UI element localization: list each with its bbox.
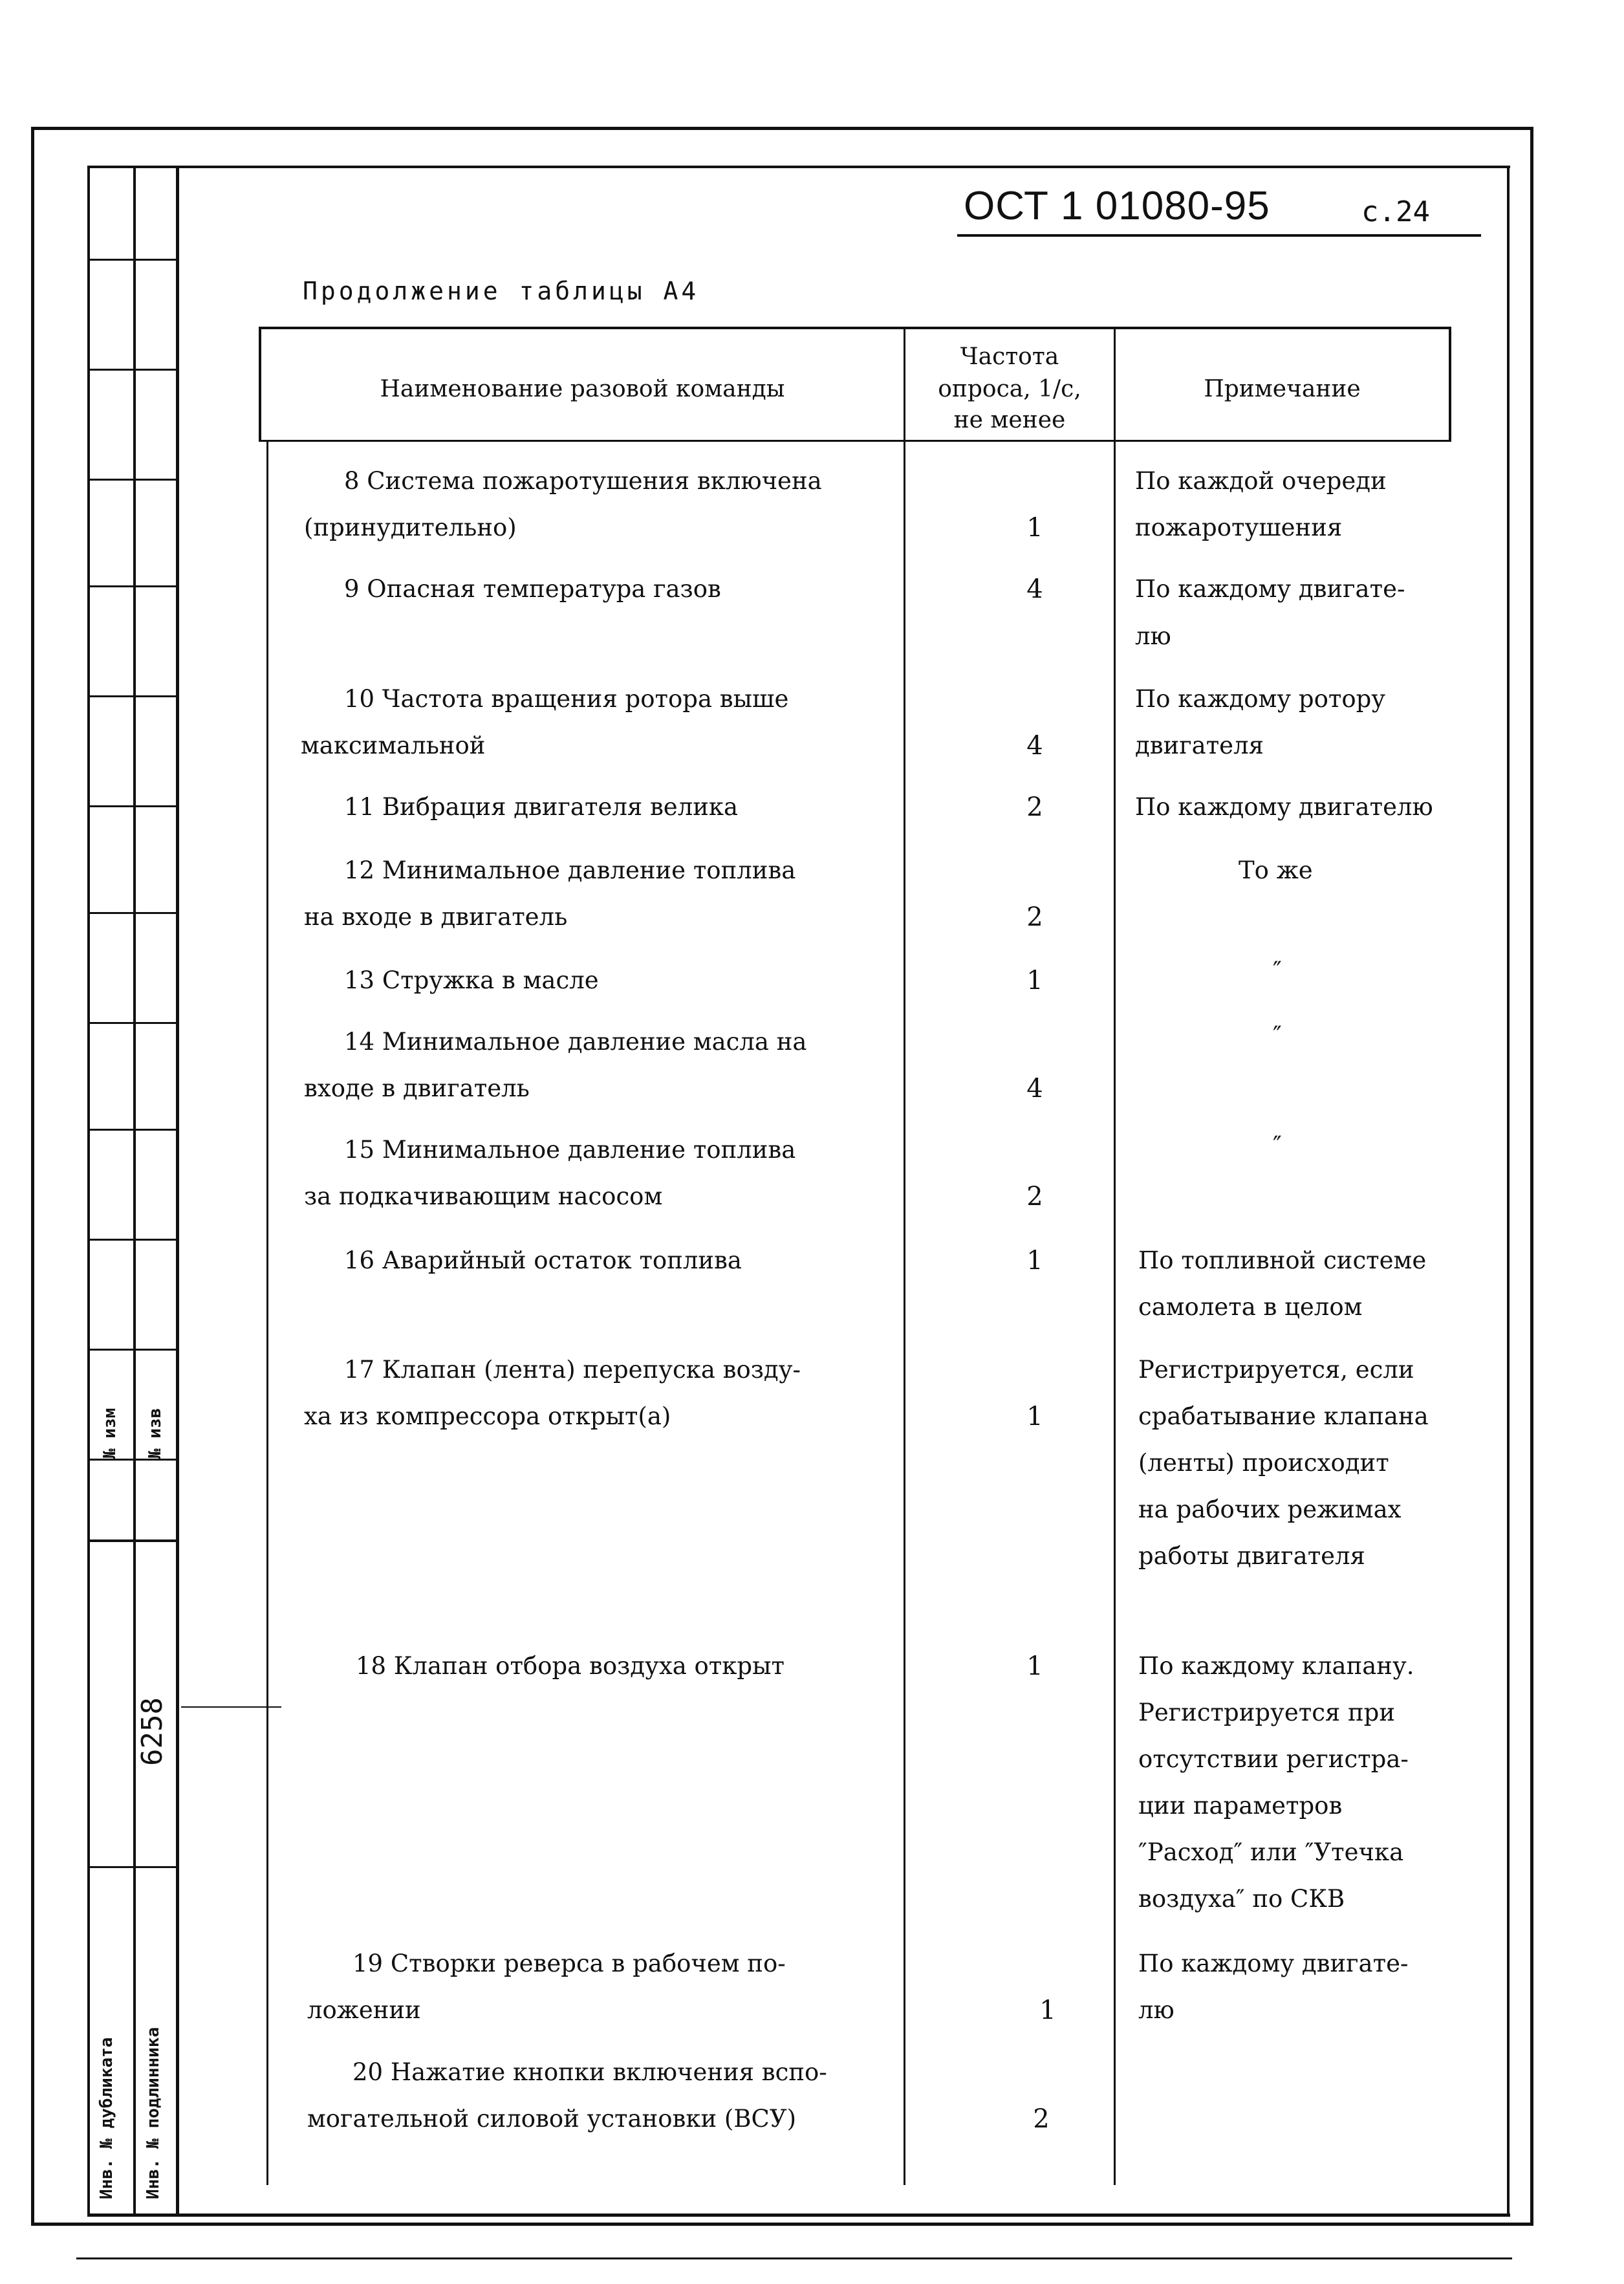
row-17-note-line-4: на рабочих режимах — [1138, 1495, 1402, 1523]
row-13-freq: 1 — [1026, 966, 1043, 995]
inner-frame-top — [87, 166, 1510, 168]
row-17-note-line-1: Регистрируется, если — [1138, 1356, 1414, 1384]
page-bottom-rule — [76, 2257, 1512, 2259]
row-18-name-line-1: 18 Клапан отбора воздуха открыт — [356, 1652, 785, 1680]
row-9-note-line-1: По каждому двигате- — [1135, 575, 1405, 603]
margin-label-izm: № изм — [100, 1408, 120, 1459]
frame-right — [1530, 127, 1533, 2226]
header-note: Примечание — [1204, 376, 1361, 402]
row-18-note-line-4: ции параметров — [1138, 1792, 1343, 1820]
margin-strip-divider — [87, 1022, 178, 1024]
row-17-freq: 1 — [1026, 1402, 1043, 1431]
margin-label-izv: № изв — [146, 1408, 165, 1459]
row-9-freq: 4 — [1026, 574, 1043, 604]
row-10-note-line-2: двигателя — [1135, 732, 1264, 759]
row-8-name-line-1: 8 Система пожаротушения включена — [344, 467, 822, 495]
row-16-note-line-1: По топливной системе — [1138, 1246, 1427, 1274]
frame-left — [31, 127, 34, 2226]
row-14-name-line-2: входе в двигатель — [304, 1074, 530, 1102]
row-17-note-line-3: (ленты) происходит — [1138, 1449, 1389, 1477]
row-9-name-line-1: 9 Опасная температура газов — [344, 575, 721, 603]
margin-label-dublikat: Инв. № дубликата — [97, 2037, 116, 2199]
row-17-note-line-5: работы двигателя — [1138, 1542, 1365, 1570]
row-19-freq: 1 — [1039, 1996, 1056, 2025]
row-12-name-line-1: 12 Минимальное давление топлива — [344, 856, 796, 884]
header-freq-line1: Частота — [960, 343, 1059, 370]
margin-strip-divider — [87, 1866, 178, 1868]
row-8-name-line-2: (принудительно) — [304, 514, 517, 541]
frame-top — [31, 127, 1533, 130]
row-14-freq: 4 — [1026, 1074, 1043, 1104]
row-11-freq: 2 — [1026, 792, 1043, 822]
row-17-name-line-2: ха из компрессора открыт(а) — [304, 1402, 671, 1430]
header-freq-line3: не менее — [953, 407, 1066, 433]
inventory-number: 6258 — [136, 1697, 169, 1766]
header-rule — [957, 234, 1481, 237]
row-8-note-line-2: пожаротушения — [1135, 514, 1343, 541]
row-17-name-line-1: 17 Клапан (лента) перепуска возду- — [344, 1356, 801, 1384]
margin-strip-divider — [87, 1539, 178, 1542]
row-12-name-line-2: на входе в двигатель — [304, 903, 568, 931]
margin-strip-divider — [87, 1459, 178, 1461]
margin-strip-divider — [87, 259, 178, 261]
row-18-note-line-3: отсутствии регистра- — [1138, 1745, 1409, 1773]
margin-label-podlinnik: Инв. № подлинника — [144, 2027, 163, 2199]
row-18-note-line-2: Регистрируется при — [1138, 1699, 1396, 1726]
header-name: Наименование разовой команды — [380, 376, 785, 402]
row-9-note-line-2: лю — [1135, 622, 1171, 650]
row-10-name-line-1: 10 Частота вращения ротора выше — [344, 685, 789, 713]
row-13-ditto-mark: ″ — [1273, 957, 1282, 984]
row-11-note-line-1: По каждому двигателю — [1135, 793, 1433, 821]
row-16-name-line-1: 16 Аварийный остаток топлива — [344, 1246, 742, 1274]
row-15-name-line-2: за подкачивающим насосом — [304, 1182, 663, 1210]
inner-frame-bottom — [87, 2213, 1510, 2217]
row-13-name-line-1: 13 Стружка в масле — [344, 966, 599, 994]
row-18-note-line-5: ″Расход″ или ″Утечка — [1138, 1838, 1404, 1866]
margin-strip-divider — [87, 1129, 178, 1131]
document-code: ОСТ 1 01080-95 — [964, 184, 1270, 228]
row-16-freq: 1 — [1026, 1246, 1043, 1276]
row-20-name-line-2: могательной силовой установки (ВСУ) — [307, 2105, 797, 2133]
margin-strip-left — [87, 166, 90, 2216]
row-16-note-line-2: самолета в целом — [1138, 1293, 1363, 1321]
row-14-ditto-mark: ″ — [1273, 1021, 1282, 1049]
frame-bottom — [31, 2223, 1533, 2226]
row-12-freq: 2 — [1026, 902, 1043, 932]
margin-strip-divider — [87, 369, 178, 371]
inner-frame-right — [1507, 166, 1510, 2216]
row-12-note-line-1: То же — [1239, 856, 1313, 884]
table-top — [259, 327, 1451, 329]
table-col-right — [1449, 327, 1451, 442]
row-8-note-line-1: По каждой очереди — [1135, 467, 1387, 495]
row-14-name-line-1: 14 Минимальное давление масла на — [344, 1028, 807, 1056]
row-11-name-line-1: 11 Вибрация двигателя велика — [344, 793, 739, 821]
row-19-note-line-2: лю — [1138, 1996, 1175, 2024]
row-19-name-line-2: ложении — [307, 1996, 421, 2024]
row-10-name-line-2: максимальной — [301, 732, 486, 759]
margin-strip-divider — [87, 695, 178, 697]
row-20-name-line-1: 20 Нажатие кнопки включения вспо- — [352, 2058, 827, 2086]
margin-strip-divider — [87, 479, 178, 481]
row-15-freq: 2 — [1026, 1182, 1043, 1212]
row-19-name-line-1: 19 Створки реверса в рабочем по- — [352, 1950, 786, 1977]
row-15-ditto-mark: ″ — [1273, 1131, 1282, 1159]
header-freq-line2: опроса, 1/с, — [938, 376, 1081, 402]
margin-strip-mid — [133, 166, 136, 2216]
table-caption: Продолжение таблицы А4 — [303, 277, 700, 305]
row-15-name-line-1: 15 Минимальное давление топлива — [344, 1136, 796, 1164]
margin-strip-divider — [87, 585, 178, 587]
margin-strip-divider — [87, 912, 178, 914]
table-col-divider-1 — [904, 327, 905, 2185]
row-10-note-line-1: По каждому ротору — [1135, 685, 1386, 713]
row-17-note-line-2: срабатывание клапана — [1138, 1402, 1429, 1430]
row-20-freq: 2 — [1033, 2104, 1050, 2134]
margin-strip-divider — [87, 1349, 178, 1351]
row-19-note-line-1: По каждому двигате- — [1138, 1950, 1409, 1977]
row-8-freq: 1 — [1026, 513, 1043, 543]
table-col-left-body — [266, 442, 268, 2185]
inner-frame-left — [176, 166, 179, 2216]
margin-strip-divider — [87, 1239, 178, 1241]
row-18-note-line-6: воздуха″ по СКВ — [1138, 1885, 1345, 1913]
table-header-bottom — [259, 440, 1451, 442]
row-10-freq: 4 — [1026, 731, 1043, 761]
row-18-freq: 1 — [1026, 1651, 1043, 1681]
page-number: с.24 — [1361, 195, 1430, 228]
row-18-note-line-1: По каждому клапану. — [1138, 1652, 1414, 1680]
margin-strip-divider — [87, 805, 178, 807]
